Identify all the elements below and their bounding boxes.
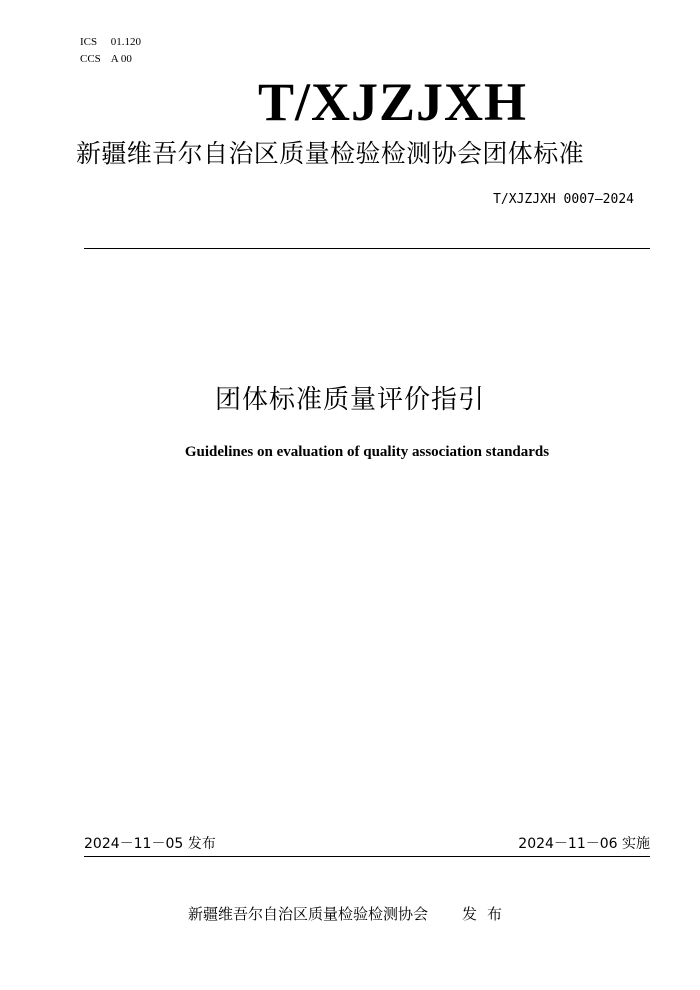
standard-type-title: 新疆维吾尔自治区质量检验检测协会团体标准 [76,139,585,168]
classification-codes [80,34,141,68]
ccs-label: CCS [80,53,101,65]
standard-code-heading: T/XJZJXH [258,72,528,132]
document-title-chinese: 团体标准质量评价指引 [214,385,485,415]
issuer-line [188,904,512,924]
ics-code [80,34,141,51]
standard-number: T/XJZJXH 0007—2024 [493,192,634,207]
ccs-code [80,51,141,68]
footer-divider [84,856,650,857]
issuer-name: 新疆维吾尔自治区质量检验检测协会 [188,905,429,923]
header-divider [84,248,650,249]
ccs-value: A 00 [110,53,132,65]
ics-value: 01.120 [110,36,141,48]
issuer-action: 发布 [462,905,513,923]
document-title-english: Guidelines on evaluation of quality association standards [184,444,550,460]
ics-label: ICS [80,36,98,48]
issue-date: 2024－11－05 发布 [84,836,216,852]
implementation-date: 2024－11－06 实施 [518,836,650,852]
